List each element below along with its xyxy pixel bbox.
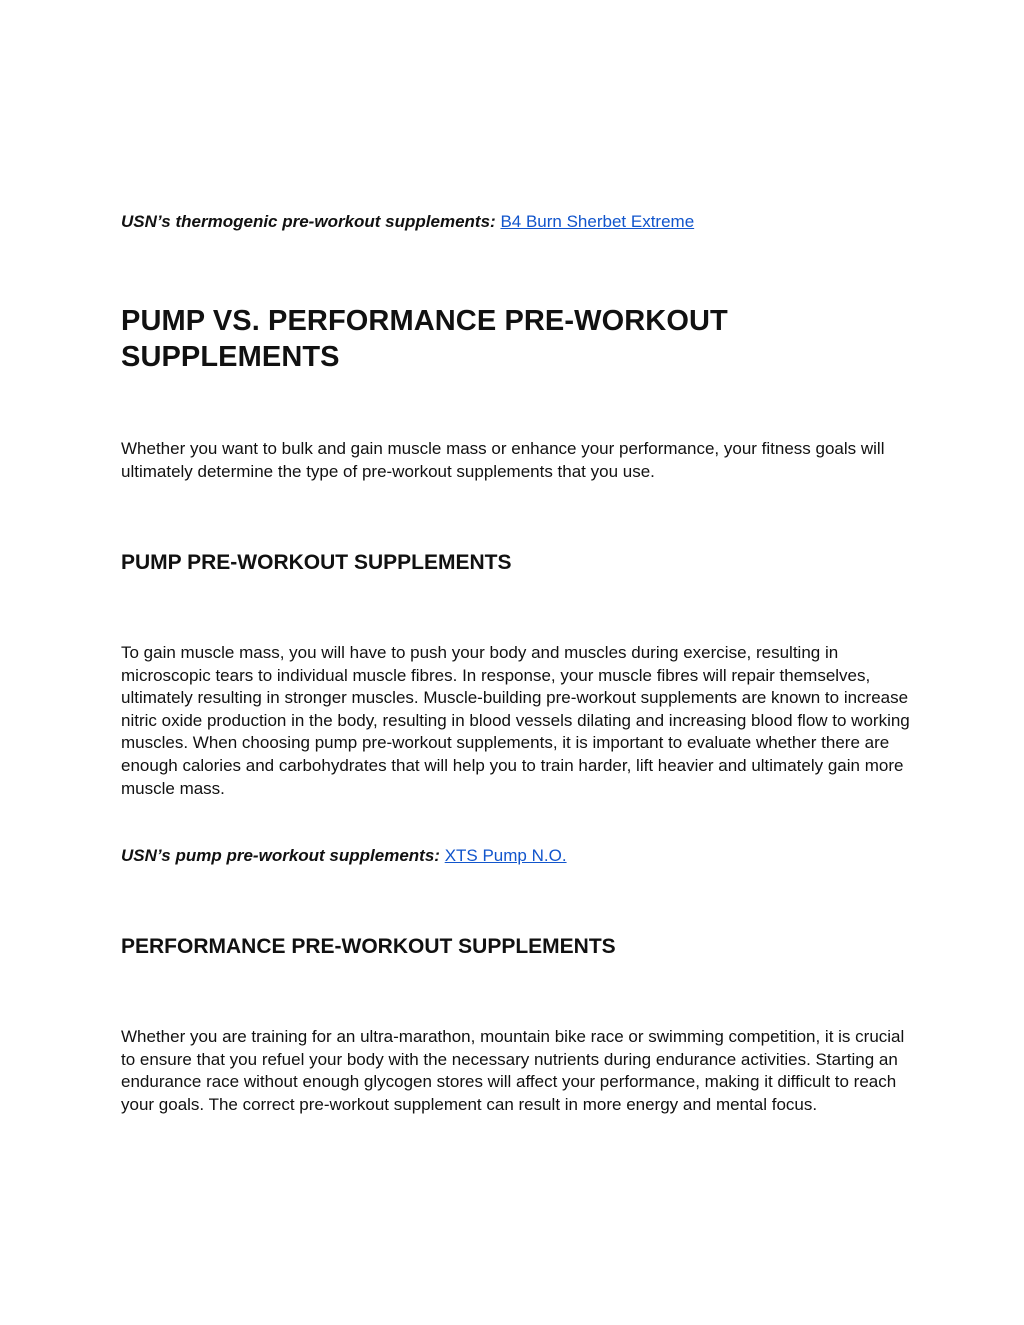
b4-burn-link[interactable]: B4 Burn Sherbet Extreme [500,212,695,231]
pump-paragraph: To gain muscle mass, you will have to push your body and muscles during exercise, resulting in microscopic tears to individual muscle fibres. In response, your muscle fibres will repair themselves, ultimately resulting in stronger muscles. Muscle-building pre-workout supplements are known to increase nitric oxide production in the body, resulting in blood vessels dilating and increasing blood flow to working muscles. When choosing pump pre-workout supplements, it is important to evaluate whether there are enough calories and carbohydrates that will help you to train harder, lift heavier and ultimately gain more muscle mass. [121,643,910,798]
thermogenic-promo-label: USN’s thermogenic pre-workout supplements: [121,212,496,231]
performance-paragraph: Whether you are training for an ultra-marathon, mountain bike race or swimming competition, it is crucial to ensure that you refuel your body with the necessary nutrients during endurance activities. Starting an endurance race without enough glycogen stores will affect your performance, making it difficult to reach your goals. The correct pre-workout supplement can result in more energy and mental focus. [121,1027,905,1114]
pump-section-heading: PUMP PRE-WORKOUT SUPPLEMENTS [121,551,512,574]
xts-pump-link[interactable]: XTS Pump N.O. [444,846,567,865]
intro-paragraph: Whether you want to bulk and gain muscle mass or enhance your performance, your fitness goals will ultimately determine the type of pre-workout supplements that you use. [121,439,885,481]
thermogenic-promo-line [121,211,911,233]
pump-promo-line [121,845,911,867]
pump-promo-label: USN’s pump pre-workout supplements: [121,846,440,865]
performance-section-heading: PERFORMANCE PRE-WORKOUT SUPPLEMENTS [121,935,616,958]
main-heading: PUMP VS. PERFORMANCE PRE-WORKOUT SUPPLEMENTS [121,305,728,373]
